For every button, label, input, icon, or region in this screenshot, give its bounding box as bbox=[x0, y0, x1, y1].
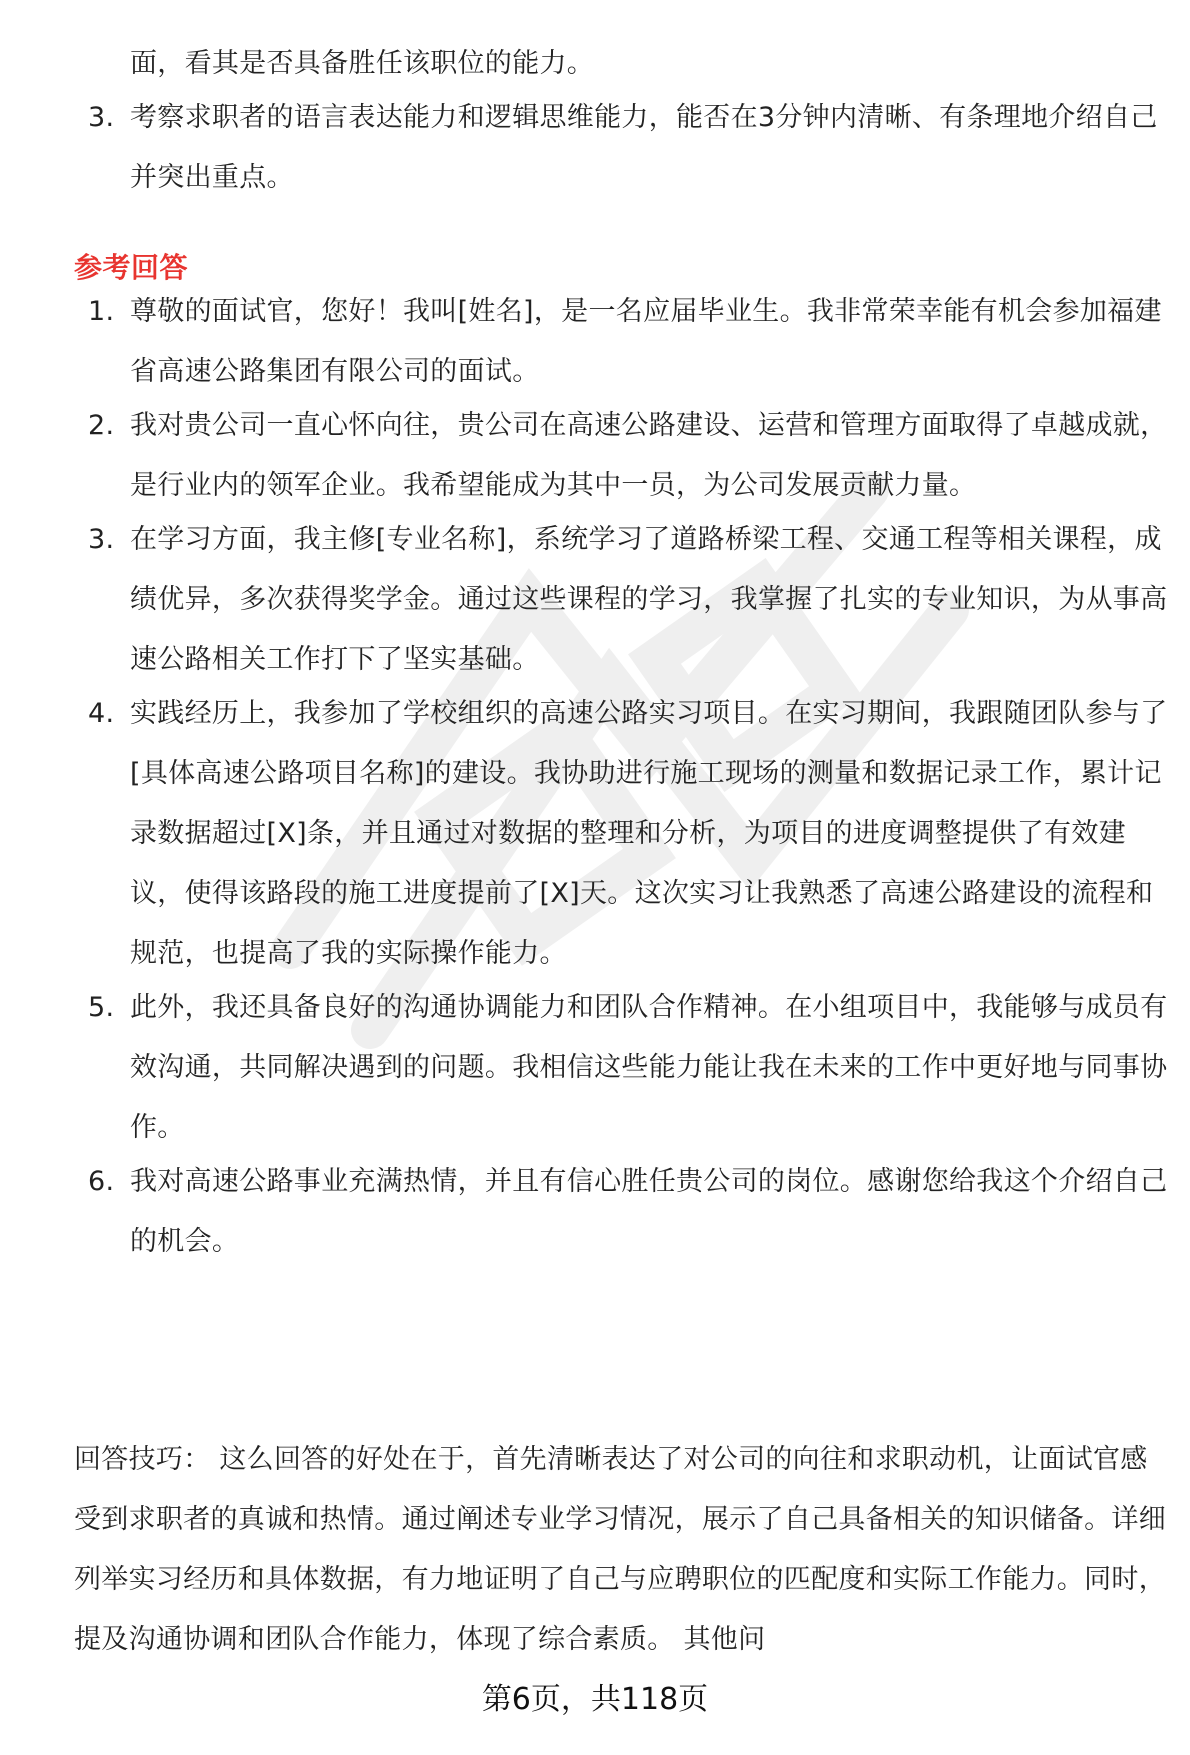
answer-tips: 回答技巧： 这么回答的好处在于，首先清晰表达了对公司的向往和求职动机，让面试官感受到求职者的真诚和热情。通过阐述专业学习情况，展示了自己具备相关的知识储备。详细列举实习经历和具体数据，有力地证明了自己与应聘职位的匹配度和实际工作能力。同时，提及沟通协调和团队合作能力，体现了综合素质。 其他问 bbox=[74, 1444, 1166, 1655]
list-item-text: 此外，我还具备良好的沟通协调能力和团队合作精神。在小组项目中，我能够与成员有效沟通，共同解决遇到的问题。我相信这些能力能让我在未来的工作中更好地与同事协作。 bbox=[130, 992, 1168, 1143]
reference-answer-list bbox=[0, 282, 1190, 1272]
section-heading: 参考回答 bbox=[74, 251, 189, 284]
list-item-number: 3. bbox=[88, 102, 115, 133]
interview-intent-list bbox=[0, 88, 1190, 208]
list-item-number: 1. bbox=[88, 296, 115, 327]
list-item-text: 尊敬的面试官，您好！我叫[姓名]，是一名应届毕业生。我非常荣幸能有机会参加福建省高速公路集团有限公司的面试。 bbox=[130, 296, 1162, 387]
list-item-text: 我对贵公司一直心怀向往，贵公司在高速公路建设、运营和管理方面取得了卓越成就，是行业内的领军企业。我希望能成为其中一员，为公司发展贡献力量。 bbox=[130, 410, 1168, 501]
list-item-number: 2. bbox=[88, 410, 115, 441]
list-item bbox=[0, 684, 1190, 984]
list-item bbox=[0, 88, 1190, 208]
list-item-text: 我对高速公路事业充满热情，并且有信心胜任贵公司的岗位。感谢您给我这个介绍自己的机会。 bbox=[130, 1166, 1168, 1257]
list-item-number: 3. bbox=[88, 524, 115, 555]
list-item bbox=[0, 978, 1190, 1158]
list-item-text: 考察求职者的语言表达能力和逻辑思维能力，能否在3分钟内清晰、有条理地介绍自己并突出重点。 bbox=[130, 102, 1158, 193]
list-item bbox=[0, 510, 1190, 690]
list-item-number: 4. bbox=[88, 698, 115, 729]
list-item bbox=[0, 396, 1190, 516]
list-item-number: 5. bbox=[88, 992, 115, 1023]
previous-item-tail: 面，看其是否具备胜任该职位的能力。 bbox=[130, 48, 595, 79]
list-item bbox=[0, 1152, 1190, 1272]
page-number: 第6页，共118页 bbox=[481, 1682, 709, 1717]
list-item-number: 6. bbox=[88, 1166, 115, 1197]
list-item-text: 实践经历上，我参加了学校组织的高速公路实习项目。在实习期间，我跟随团队参与了[具体高速公路项目名称]的建设。我协助进行施工现场的测量和数据记录工作，累计记录数据超过[X]条，并且通过对数据的整理和分析，为项目的进度调整提供了有效建议，使得该路段的施工进度提前了[X]天。这次实习让我熟悉了高速公路建设的流程和规范，也提高了我的实际操作能力。 bbox=[130, 698, 1168, 969]
list-item bbox=[0, 282, 1190, 402]
list-item-text: 在学习方面，我主修[专业名称]，系统学习了道路桥梁工程、交通工程等相关课程，成绩优异，多次获得奖学金。通过这些课程的学习，我掌握了扎实的专业知识，为从事高速公路相关工作打下了坚实基础。 bbox=[130, 524, 1168, 675]
